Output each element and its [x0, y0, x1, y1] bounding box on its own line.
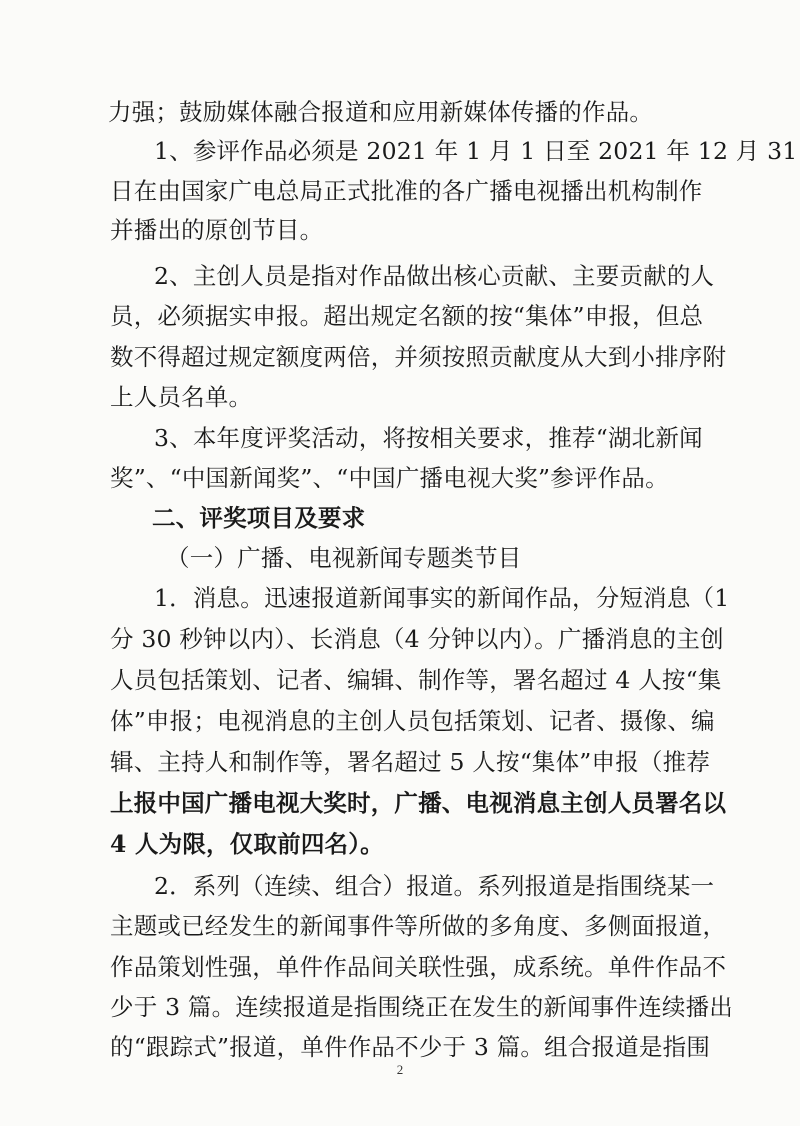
text-line: 1．消息。迅速报道新闻事实的新闻作品，分短消息（1: [154, 584, 730, 612]
text-line: 分 30 秒钟以内）、长消息（4 分钟以内）。广播消息的主创: [110, 625, 724, 653]
text-line: 日在由国家广电总局正式批准的各广播电视播出机构制作: [110, 177, 703, 205]
text-line: 上人员名单。: [110, 383, 253, 411]
subsection-heading: （一）广播、电视新闻专题类节目: [166, 544, 522, 572]
text-line: 人员包括策划、记者、编辑、制作等，署名超过 4 人按“集: [110, 666, 722, 694]
text-line: 1、参评作品必须是 2021 年 1 月 1 日至 2021 年 12 月 31: [154, 137, 798, 165]
text-line: 主题或已经发生的新闻事件等所做的多角度、多侧面报道，: [110, 912, 727, 940]
page-number: 2: [396, 1062, 404, 1077]
text-line: 作品策划性强，单件作品间关联性强，成系统。单件作品不: [110, 953, 727, 981]
text-line: 2、主创人员是指对作品做出核心贡献、主要贡献的人: [154, 262, 715, 290]
text-line: 4 人为限，仅取前四名）。: [110, 830, 384, 858]
text-line: 的“跟踪式”报道，单件作品不少于 3 篇。组合报道是指围: [110, 1033, 711, 1061]
text-line: 奖”、“中国新闻奖”、“中国广播电视大奖”参评作品。: [110, 464, 669, 492]
text-line: 上报中国广播电视大奖时，广播、电视消息主创人员署名以: [110, 789, 727, 817]
text-line: 3、本年度评奖活动，将按相关要求，推荐“湖北新闻: [154, 424, 703, 452]
text-line: 并播出的原创节目。: [110, 216, 324, 244]
section-heading: 二、评奖项目及要求: [152, 504, 366, 532]
text-line: 2．系列（连续、组合）报道。系列报道是指围绕某一: [154, 872, 715, 900]
text-line: 数不得超过规定额度两倍，并须按照贡献度从大到小排序附: [110, 343, 727, 371]
text-line: 员，必须据实申报。超出规定名额的按“集体”申报，但总: [110, 302, 704, 330]
text-line: 少于 3 篇。连续报道是指围绕正在发生的新闻事件连续播出: [110, 993, 733, 1021]
text-line: 体”申报；电视消息的主创人员包括策划、记者、摄像、编: [110, 707, 715, 735]
text-line: 辑、主持人和制作等，署名超过 5 人按“集体”申报（推荐: [110, 748, 711, 776]
text-line: 力强；鼓励媒体融合报道和应用新媒体传播的作品。: [108, 98, 654, 126]
